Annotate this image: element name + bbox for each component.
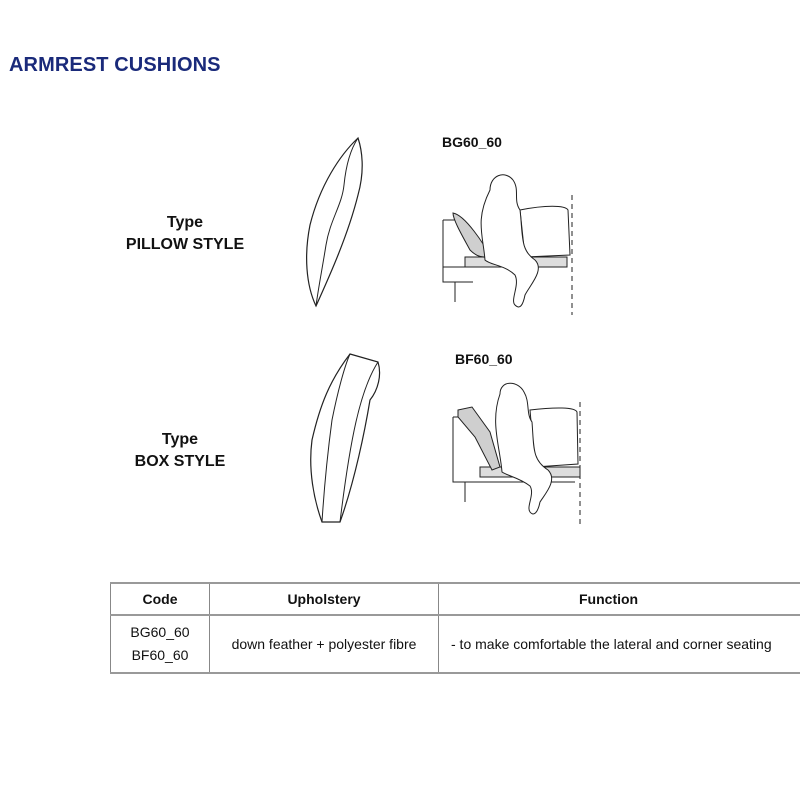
page-title: ARMREST CUSHIONS <box>9 54 221 76</box>
style-name: BOX STYLE <box>134 453 226 470</box>
pillow-seating-diagram-icon <box>435 165 580 315</box>
pillow-style-label <box>120 212 250 256</box>
header-code: Code <box>111 583 210 615</box>
box-style-label <box>120 429 240 473</box>
table-row <box>111 615 800 673</box>
header-function: Function <box>439 583 800 615</box>
cell-upholstery: down feather + polyester fibre <box>210 615 439 673</box>
type-word: Type <box>161 431 199 448</box>
type-word: Type <box>166 214 204 231</box>
header-upholstery: Upholstery <box>210 583 439 615</box>
specs-table <box>110 582 800 674</box>
style-name: PILLOW STYLE <box>125 236 245 253</box>
pillow-cushion-icon <box>300 135 370 315</box>
pillow-code: BG60_60 <box>442 134 502 150</box>
box-seating-diagram-icon <box>450 382 590 527</box>
cell-function: - to make comfortable the lateral and corner seating <box>439 615 800 673</box>
code-item: BF60_60 <box>131 647 189 663</box>
code-item: BG60_60 <box>130 624 190 640</box>
box-code: BF60_60 <box>455 351 513 367</box>
table-header-row <box>111 583 800 615</box>
cell-codes <box>111 615 210 673</box>
box-cushion-icon <box>300 350 385 530</box>
